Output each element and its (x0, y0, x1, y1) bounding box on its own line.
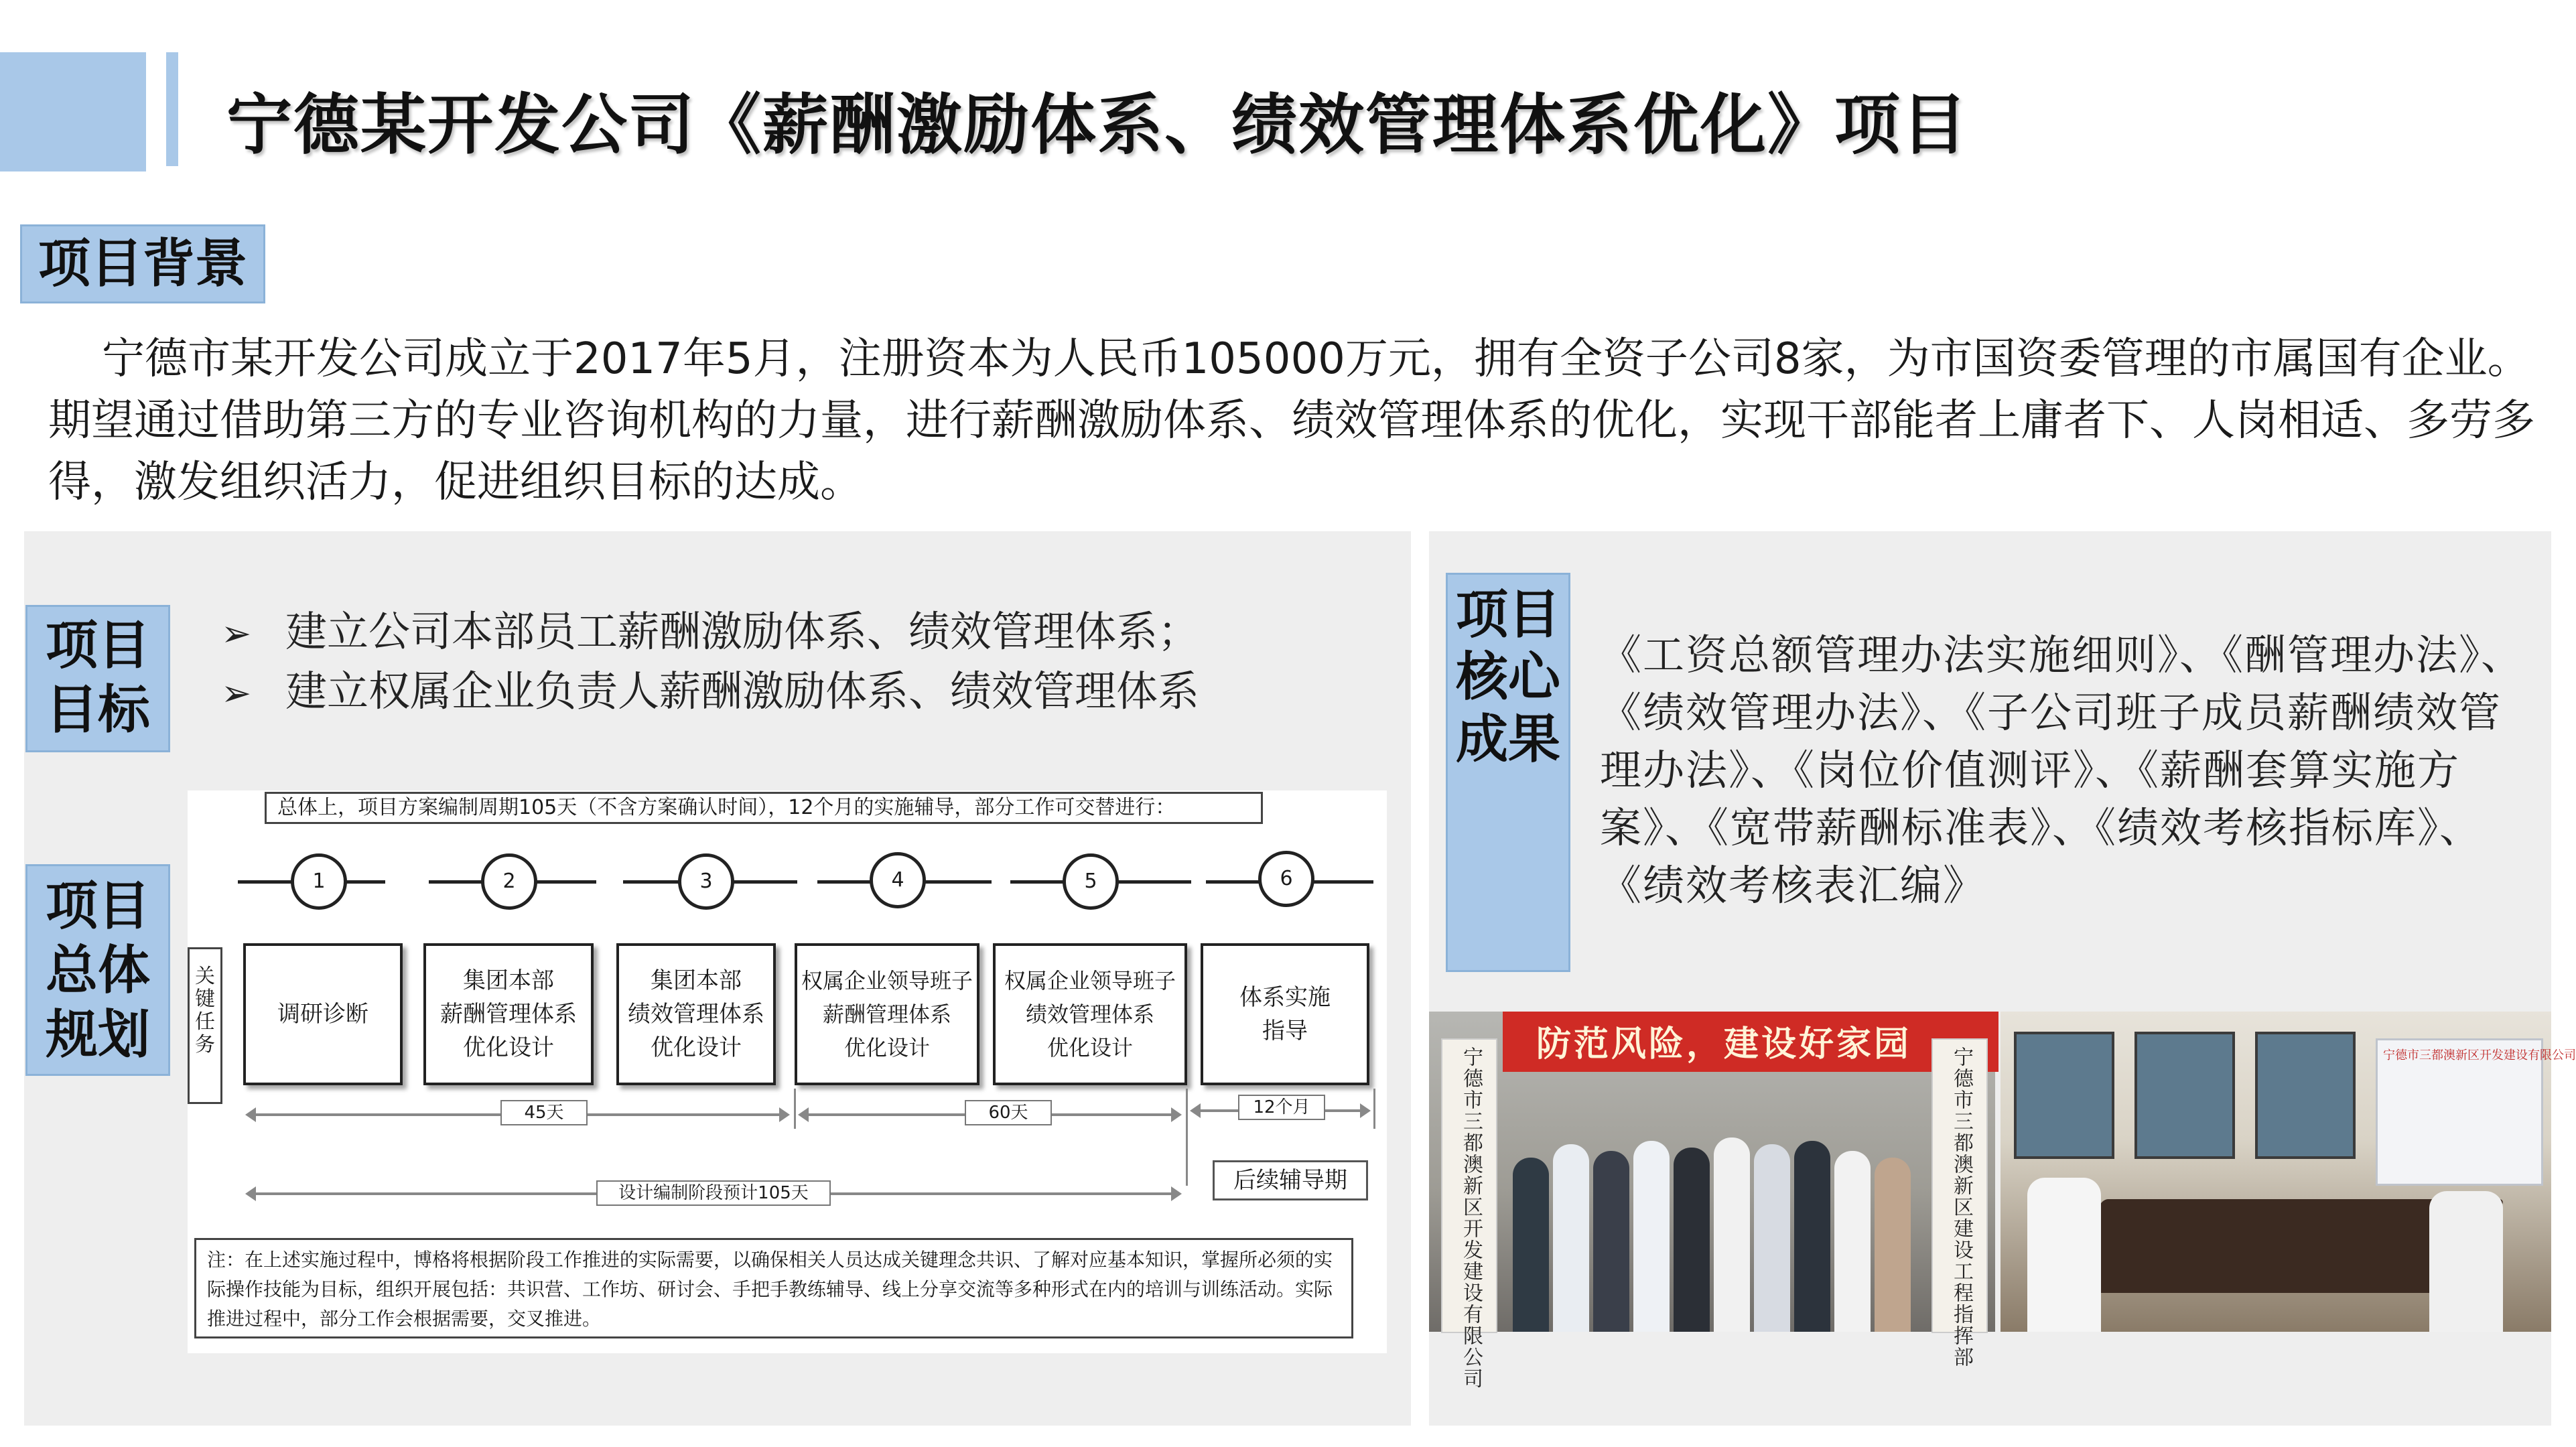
goal-item (221, 663, 1199, 722)
goal-label (25, 605, 170, 752)
person-figure (1553, 1144, 1589, 1332)
banner-text: 防范风险，建设好家园 (1536, 1024, 1912, 1064)
step-number: 3 (678, 853, 734, 910)
background-text-content: 宁德市某开发公司成立于2017年5月，注册资本为人民币105000万元，拥有全资子公司8家，为市国资委管理的市属国有企业。期望通过借助第三方的专业咨询机构的力量，进行薪酬激励体系、绩效管理体系的优化，实现干部能者上庸者下、人岗相适、多劳多得，激发组织活力，促进组织目标的达成。 (48, 334, 2535, 507)
phase-box (795, 943, 979, 1085)
followup-period: 后续辅导期 (1213, 1160, 1368, 1200)
phase-label: 权属企业领导班子 薪酬管理体系 优化设计 (801, 968, 973, 1060)
plaque-text: 宁德市三都澳新区开发建设有限公司 (1459, 1046, 1483, 1389)
background-label: 项目背景 (20, 224, 265, 303)
step-number: 2 (481, 853, 537, 910)
goal-item (221, 603, 1199, 663)
step-number: 6 (1258, 851, 1314, 907)
projection-text: 宁德市三都澳新区开发建设有限公司 (2383, 1048, 2576, 1062)
phase-label: 调研诊断 (277, 1001, 368, 1028)
phase-box (423, 943, 594, 1085)
person-figure (1875, 1158, 1911, 1332)
phase-label: 体系实施 指导 (1239, 984, 1331, 1044)
wall-screen (2134, 1032, 2235, 1159)
arrow-bullet-icon: ➢ (221, 612, 252, 654)
step-number: 4 (870, 852, 926, 908)
duration-45-days: 45天 (500, 1100, 588, 1125)
team-photo (1429, 1012, 1995, 1389)
step-number: 5 (1063, 853, 1119, 910)
goal-item-text: 建立权属企业负责人薪酬激励体系、绩效管理体系 (285, 667, 1200, 715)
goal-label-text: 项目目标 (45, 616, 150, 740)
results-label-text: 项目核心成果 (1455, 585, 1560, 770)
phase-box (993, 943, 1187, 1085)
phase-box (616, 943, 776, 1085)
results-text: 《工资总额管理办法实施细则》、《酬管理办法》、《绩效管理办法》、《子公司班子成员薪酬绩效管理办法》、《岗位价值测评》、《薪酬套算实施方案》、《宽带薪酬标准表》、《绩效考核指标库》、《绩效考核表汇编》 (1600, 630, 2524, 910)
person-figure (1593, 1151, 1629, 1332)
diagram-note: 注：在上述实施过程中，博格将根据阶段工作推进的实际需要，以确保相关人员达成关键理念共识、了解对应基本知识，掌握所必须的实际操作技能为目标，组织开展包括：共识营、工作坊、研讨会、手把手教练辅导、线上分享交流等多种形式在内的培训与训练活动。实际推进过程中，部分工作会根据需要，交叉推进。 (194, 1238, 1353, 1338)
phase-divider (1186, 1089, 1188, 1186)
plan-label (25, 864, 170, 1076)
step-number: 1 (291, 853, 347, 910)
goal-list (221, 603, 1199, 722)
person-figure (1794, 1141, 1830, 1332)
phase-divider (1373, 1089, 1375, 1129)
plan-label-text: 项目总体规划 (45, 876, 150, 1065)
phase-box (1201, 943, 1369, 1085)
person-figure (1754, 1144, 1790, 1332)
meeting-photo (2001, 1012, 2576, 1332)
duration-total: 设计编制阶段预计105天 (596, 1180, 831, 1206)
person-figure (2027, 1178, 2101, 1332)
key-tasks-label (188, 947, 222, 1104)
plaque-text: 宁德市三都澳新区建设工程指挥部 (1950, 1046, 1973, 1368)
page-title: 宁德某开发公司《薪酬激励体系、绩效管理体系优化》项目 (226, 87, 1969, 163)
company-plaque (1441, 1038, 1497, 1389)
phase-box (243, 943, 403, 1085)
arrow-bullet-icon: ➢ (221, 672, 252, 714)
phase-label: 集团本部 绩效管理体系 优化设计 (628, 967, 764, 1061)
wall-screen (2014, 1032, 2114, 1159)
duration-60-days: 60天 (965, 1100, 1052, 1125)
wall-screen (2255, 1032, 2356, 1159)
title-accent-bar (166, 52, 178, 166)
person-figure (1834, 1151, 1871, 1332)
person-figure (2429, 1191, 2503, 1332)
projection-screen (2376, 1038, 2576, 1186)
phase-divider (794, 1089, 796, 1129)
duration-12-months: 12个月 (1238, 1095, 1325, 1120)
person-figure (1674, 1148, 1710, 1332)
results-label (1446, 573, 1570, 972)
person-figure (1513, 1158, 1549, 1332)
goal-item-text: 建立公司本部员工薪酬激励体系、绩效管理体系； (285, 607, 1200, 656)
background-text (48, 328, 2540, 513)
company-plaque (1931, 1038, 1988, 1368)
person-figure (1714, 1138, 1750, 1332)
title-accent-block (0, 52, 146, 171)
person-figure (1633, 1141, 1670, 1332)
project-plan-diagram (188, 790, 1387, 1353)
diagram-summary: 总体上，项目方案编制周期105天（不含方案确认时间），12个月的实施辅导，部分工作可交替进行： (265, 792, 1263, 824)
key-tasks-text: 关键任务 (195, 965, 215, 1056)
phase-label: 集团本部 薪酬管理体系 优化设计 (440, 967, 577, 1061)
phase-label: 权属企业领导班子 绩效管理体系 优化设计 (1004, 968, 1176, 1060)
